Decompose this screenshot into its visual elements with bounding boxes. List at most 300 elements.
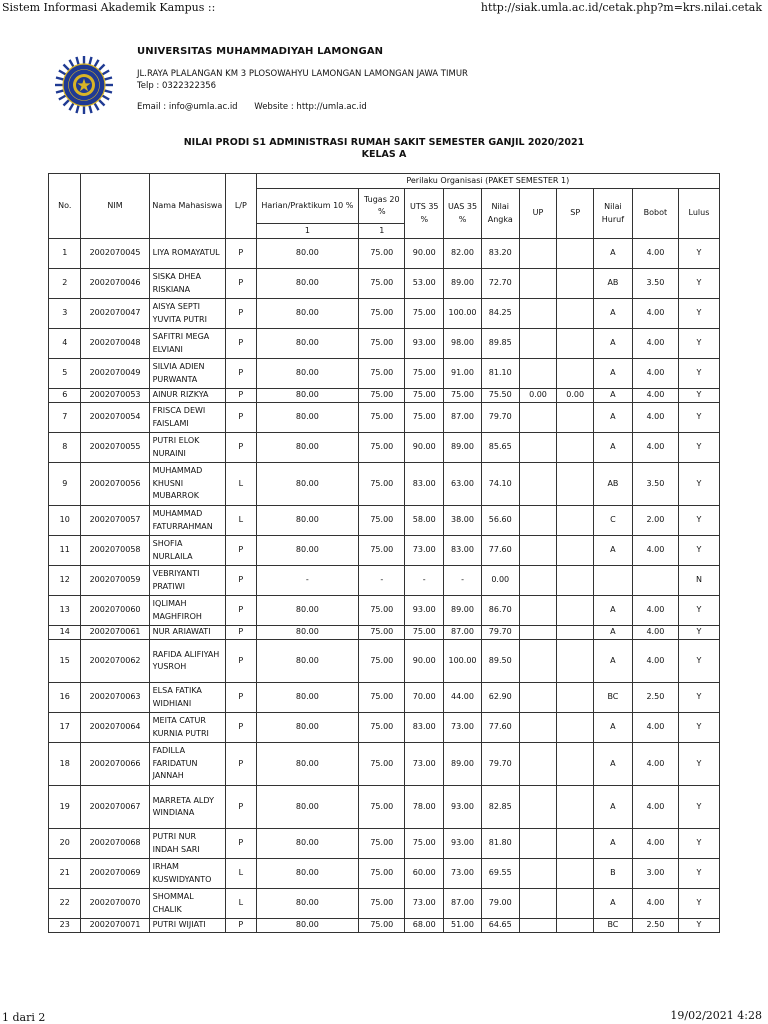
cell-harian: 80.00 — [256, 596, 359, 626]
cell-uts: 83.00 — [405, 463, 444, 506]
cell-lulus: Y — [678, 403, 719, 433]
cell-name: FADILLA FARIDATUN JANNAH — [149, 743, 226, 786]
cell-uts: 93.00 — [405, 596, 444, 626]
cell-sp — [557, 626, 594, 640]
cell-lulus: Y — [678, 536, 719, 566]
table-row — [49, 743, 720, 786]
cell-sp — [557, 596, 594, 626]
cell-bobot: 4.00 — [632, 829, 678, 859]
table-row — [49, 640, 720, 683]
table-row — [49, 239, 720, 269]
col-header-tugas-count: 1 — [359, 224, 405, 239]
cell-tugas: 75.00 — [359, 269, 405, 299]
cell-no: 16 — [49, 683, 81, 713]
cell-lp: P — [226, 596, 256, 626]
cell-huruf: A — [594, 389, 633, 403]
cell-sp — [557, 640, 594, 683]
cell-nim: 2002070061 — [81, 626, 149, 640]
cell-sp — [557, 786, 594, 829]
cell-uts: 60.00 — [405, 859, 444, 889]
cell-lp: P — [226, 403, 256, 433]
cell-lp: P — [226, 713, 256, 743]
cell-tugas: 75.00 — [359, 713, 405, 743]
cell-lulus: Y — [678, 743, 719, 786]
cell-name: SISKA DHEA RISKIANA — [149, 269, 226, 299]
cell-harian: 80.00 — [256, 403, 359, 433]
cell-up: 0.00 — [519, 389, 557, 403]
cell-no: 2 — [49, 269, 81, 299]
cell-harian: 80.00 — [256, 919, 359, 933]
cell-name: IRHAM KUSWIDYANTO — [149, 859, 226, 889]
cell-bobot: 4.00 — [632, 626, 678, 640]
cell-sp — [557, 506, 594, 536]
cell-nim: 2002070057 — [81, 506, 149, 536]
cell-uts: 73.00 — [405, 536, 444, 566]
cell-name: SHOMMAL CHALIK — [149, 889, 226, 919]
cell-tugas: 75.00 — [359, 919, 405, 933]
course-group-header: Perilaku Organisasi (PAKET SEMESTER 1) — [256, 174, 719, 189]
cell-name: FRISCA DEWI FAISLAMI — [149, 403, 226, 433]
cell-tugas: 75.00 — [359, 389, 405, 403]
cell-name: ELSA FATIKA WIDHIANI — [149, 683, 226, 713]
cell-lulus: Y — [678, 433, 719, 463]
cell-name: PUTRI NUR INDAH SARI — [149, 829, 226, 859]
cell-lp: P — [226, 640, 256, 683]
table-row — [49, 329, 720, 359]
cell-tugas: 75.00 — [359, 239, 405, 269]
cell-lp: L — [226, 889, 256, 919]
cell-up — [519, 463, 557, 506]
cell-lulus: Y — [678, 713, 719, 743]
cell-bobot: 4.00 — [632, 433, 678, 463]
cell-tugas: 75.00 — [359, 433, 405, 463]
cell-uas: 44.00 — [444, 683, 482, 713]
cell-angka: 89.50 — [481, 640, 519, 683]
cell-angka: 74.10 — [481, 463, 519, 506]
col-header-uas: UAS 35 % — [444, 189, 482, 239]
cell-lulus: Y — [678, 329, 719, 359]
cell-lulus: Y — [678, 829, 719, 859]
cell-no: 12 — [49, 566, 81, 596]
cell-nim: 2002070046 — [81, 269, 149, 299]
cell-uas: 93.00 — [444, 786, 482, 829]
cell-tugas: 75.00 — [359, 626, 405, 640]
cell-lulus: Y — [678, 359, 719, 389]
cell-lp: P — [226, 743, 256, 786]
cell-tugas: 75.00 — [359, 299, 405, 329]
cell-name: RAFIDA ALIFIYAH YUSROH — [149, 640, 226, 683]
cell-tugas: 75.00 — [359, 829, 405, 859]
cell-bobot: 4.00 — [632, 889, 678, 919]
cell-harian: 80.00 — [256, 329, 359, 359]
cell-lulus: Y — [678, 269, 719, 299]
cell-huruf: A — [594, 433, 633, 463]
cell-uas: 100.00 — [444, 640, 482, 683]
cell-nim: 2002070071 — [81, 919, 149, 933]
table-row — [49, 919, 720, 933]
cell-sp — [557, 683, 594, 713]
cell-lp: P — [226, 919, 256, 933]
cell-up — [519, 329, 557, 359]
cell-lp: P — [226, 786, 256, 829]
cell-bobot: 4.00 — [632, 536, 678, 566]
cell-huruf: AB — [594, 463, 633, 506]
cell-no: 17 — [49, 713, 81, 743]
cell-bobot: 4.00 — [632, 596, 678, 626]
cell-uas: 89.00 — [444, 596, 482, 626]
cell-uas: 51.00 — [444, 919, 482, 933]
table-row — [49, 506, 720, 536]
cell-uts: 75.00 — [405, 403, 444, 433]
cell-name: VEBRIYANTI PRATIWI — [149, 566, 226, 596]
cell-huruf: A — [594, 640, 633, 683]
cell-nim: 2002070064 — [81, 713, 149, 743]
cell-lp: L — [226, 859, 256, 889]
institution-header — [137, 46, 468, 113]
cell-no: 14 — [49, 626, 81, 640]
cell-tugas: 75.00 — [359, 786, 405, 829]
print-footer-datetime: 19/02/2021 4:28 — [670, 1009, 762, 1022]
cell-bobot: 4.00 — [632, 713, 678, 743]
cell-up — [519, 786, 557, 829]
cell-angka: 79.70 — [481, 403, 519, 433]
cell-uas: 87.00 — [444, 626, 482, 640]
cell-lulus: Y — [678, 299, 719, 329]
cell-bobot: 4.00 — [632, 329, 678, 359]
cell-lulus: Y — [678, 463, 719, 506]
table-row — [49, 299, 720, 329]
cell-sp — [557, 743, 594, 786]
table-row — [49, 683, 720, 713]
cell-sp — [557, 829, 594, 859]
cell-lulus: Y — [678, 919, 719, 933]
cell-up — [519, 359, 557, 389]
table-row — [49, 269, 720, 299]
cell-tugas: 75.00 — [359, 403, 405, 433]
cell-angka: 79.70 — [481, 743, 519, 786]
cell-uts: 90.00 — [405, 640, 444, 683]
cell-harian: 80.00 — [256, 506, 359, 536]
cell-uas: 87.00 — [444, 889, 482, 919]
cell-up — [519, 919, 557, 933]
cell-uts: 70.00 — [405, 683, 444, 713]
cell-nim: 2002070066 — [81, 743, 149, 786]
cell-nim: 2002070058 — [81, 536, 149, 566]
cell-nim: 2002070069 — [81, 859, 149, 889]
cell-lp: P — [226, 299, 256, 329]
cell-nim: 2002070045 — [81, 239, 149, 269]
cell-tugas: 75.00 — [359, 889, 405, 919]
cell-lulus: Y — [678, 389, 719, 403]
cell-uas: 93.00 — [444, 829, 482, 859]
cell-harian: 80.00 — [256, 786, 359, 829]
cell-harian: 80.00 — [256, 239, 359, 269]
cell-bobot: 2.00 — [632, 506, 678, 536]
cell-huruf: A — [594, 329, 633, 359]
report-class: KELAS A — [361, 149, 407, 160]
cell-lulus: Y — [678, 506, 719, 536]
cell-harian: 80.00 — [256, 299, 359, 329]
cell-uts: 75.00 — [405, 359, 444, 389]
print-footer-page: 1 dari 2 — [2, 1011, 46, 1024]
report-title: NILAI PRODI S1 ADMINISTRASI RUMAH SAKIT SEMESTER GANJIL 2020/2021 — [183, 137, 585, 148]
cell-nim: 2002070047 — [81, 299, 149, 329]
cell-no: 8 — [49, 433, 81, 463]
cell-up — [519, 506, 557, 536]
cell-no: 7 — [49, 403, 81, 433]
cell-angka: 81.10 — [481, 359, 519, 389]
cell-lp: P — [226, 329, 256, 359]
cell-no: 13 — [49, 596, 81, 626]
cell-lp: L — [226, 463, 256, 506]
cell-no: 23 — [49, 919, 81, 933]
cell-lulus: Y — [678, 626, 719, 640]
cell-harian: - — [256, 566, 359, 596]
cell-angka: 86.70 — [481, 596, 519, 626]
cell-lp: P — [226, 829, 256, 859]
cell-tugas: 75.00 — [359, 506, 405, 536]
cell-nim: 2002070054 — [81, 403, 149, 433]
cell-no: 21 — [49, 859, 81, 889]
cell-huruf: A — [594, 596, 633, 626]
cell-nim: 2002070060 — [81, 596, 149, 626]
col-header-up: UP — [519, 189, 557, 239]
cell-no: 6 — [49, 389, 81, 403]
cell-tugas: 75.00 — [359, 743, 405, 786]
cell-harian: 80.00 — [256, 640, 359, 683]
cell-harian: 80.00 — [256, 829, 359, 859]
institution-contact — [137, 101, 468, 113]
cell-up — [519, 269, 557, 299]
cell-huruf: BC — [594, 683, 633, 713]
cell-harian: 80.00 — [256, 743, 359, 786]
cell-nim: 2002070063 — [81, 683, 149, 713]
cell-huruf: A — [594, 713, 633, 743]
cell-tugas: 75.00 — [359, 683, 405, 713]
cell-huruf: B — [594, 859, 633, 889]
cell-lp: P — [226, 239, 256, 269]
cell-lulus: Y — [678, 640, 719, 683]
cell-uas: 73.00 — [444, 713, 482, 743]
cell-name: AINUR RIZKYA — [149, 389, 226, 403]
cell-angka: 77.60 — [481, 536, 519, 566]
cell-sp — [557, 433, 594, 463]
cell-bobot: 3.50 — [632, 269, 678, 299]
cell-angka: 62.90 — [481, 683, 519, 713]
cell-uts: 58.00 — [405, 506, 444, 536]
cell-uts: 90.00 — [405, 433, 444, 463]
cell-sp — [557, 536, 594, 566]
cell-name: NUR ARIAWATI — [149, 626, 226, 640]
cell-sp — [557, 463, 594, 506]
cell-nim: 2002070062 — [81, 640, 149, 683]
cell-lp: P — [226, 389, 256, 403]
cell-sp — [557, 919, 594, 933]
cell-lulus: Y — [678, 786, 719, 829]
cell-angka: 64.65 — [481, 919, 519, 933]
institution-address: JL.RAYA PLALANGAN KM 3 PLOSOWAHYU LAMONGAN LAMONGAN JAWA TIMUR — [137, 69, 468, 79]
cell-no: 9 — [49, 463, 81, 506]
cell-angka: 85.65 — [481, 433, 519, 463]
cell-nim: 2002070049 — [81, 359, 149, 389]
cell-lulus: Y — [678, 683, 719, 713]
institution-phone: Telp : 0322322356 — [137, 81, 217, 91]
cell-huruf: BC — [594, 919, 633, 933]
col-header-no: No. — [49, 174, 81, 239]
cell-up — [519, 239, 557, 269]
cell-name: PUTRI ELOK NURAINI — [149, 433, 226, 463]
table-row — [49, 859, 720, 889]
cell-angka: 56.60 — [481, 506, 519, 536]
cell-uts: 53.00 — [405, 269, 444, 299]
cell-uts: 75.00 — [405, 389, 444, 403]
cell-up — [519, 683, 557, 713]
cell-uas: 83.00 — [444, 536, 482, 566]
col-header-name: Nama Mahasiswa — [149, 174, 226, 239]
cell-nim: 2002070059 — [81, 566, 149, 596]
cell-huruf: A — [594, 359, 633, 389]
cell-lp: P — [226, 359, 256, 389]
cell-no: 11 — [49, 536, 81, 566]
cell-huruf: A — [594, 889, 633, 919]
cell-up — [519, 566, 557, 596]
cell-up — [519, 403, 557, 433]
cell-sp — [557, 329, 594, 359]
cell-angka: 84.25 — [481, 299, 519, 329]
table-row — [49, 829, 720, 859]
cell-angka: 69.55 — [481, 859, 519, 889]
cell-huruf: A — [594, 299, 633, 329]
cell-huruf: A — [594, 829, 633, 859]
col-header-bobot: Bobot — [632, 189, 678, 239]
cell-harian: 80.00 — [256, 626, 359, 640]
cell-lp: P — [226, 269, 256, 299]
table-row — [49, 626, 720, 640]
print-header-title: Sistem Informasi Akademik Kampus :: — [2, 1, 216, 14]
cell-up — [519, 596, 557, 626]
cell-bobot: 4.00 — [632, 640, 678, 683]
cell-angka: 79.00 — [481, 889, 519, 919]
cell-huruf: C — [594, 506, 633, 536]
cell-uts: 75.00 — [405, 626, 444, 640]
cell-name: LIYA ROMAYATUL — [149, 239, 226, 269]
cell-uas: 91.00 — [444, 359, 482, 389]
cell-lp: P — [226, 566, 256, 596]
col-header-nilai-huruf: Nilai Huruf — [594, 189, 633, 239]
cell-harian: 80.00 — [256, 433, 359, 463]
cell-bobot — [632, 566, 678, 596]
cell-sp — [557, 239, 594, 269]
cell-bobot: 2.50 — [632, 919, 678, 933]
cell-name: PUTRI WIJIATI — [149, 919, 226, 933]
cell-lp: P — [226, 626, 256, 640]
cell-up — [519, 536, 557, 566]
cell-bobot: 4.00 — [632, 743, 678, 786]
cell-huruf: AB — [594, 269, 633, 299]
table-row — [49, 359, 720, 389]
cell-name: AISYA SEPTI YUVITA PUTRI — [149, 299, 226, 329]
institution-website: Website : http://umla.ac.id — [254, 102, 367, 112]
cell-uas: 38.00 — [444, 506, 482, 536]
cell-harian: 80.00 — [256, 713, 359, 743]
cell-tugas: 75.00 — [359, 596, 405, 626]
table-row — [49, 433, 720, 463]
cell-huruf: A — [594, 626, 633, 640]
cell-tugas: 75.00 — [359, 640, 405, 683]
col-header-nilai-angka: Nilai Angka — [481, 189, 519, 239]
cell-name: SAFITRI MEGA ELVIANI — [149, 329, 226, 359]
cell-lp: P — [226, 683, 256, 713]
cell-lp: P — [226, 536, 256, 566]
table-row — [49, 389, 720, 403]
cell-no: 10 — [49, 506, 81, 536]
cell-angka: 83.20 — [481, 239, 519, 269]
cell-lulus: Y — [678, 889, 719, 919]
cell-up — [519, 433, 557, 463]
cell-uas: 87.00 — [444, 403, 482, 433]
col-header-harian-count: 1 — [256, 224, 359, 239]
cell-lulus: Y — [678, 596, 719, 626]
cell-uas: 89.00 — [444, 743, 482, 786]
cell-uts: 75.00 — [405, 299, 444, 329]
cell-uts: - — [405, 566, 444, 596]
table-row — [49, 713, 720, 743]
cell-nim: 2002070048 — [81, 329, 149, 359]
cell-lp: L — [226, 506, 256, 536]
cell-harian: 80.00 — [256, 269, 359, 299]
cell-uas: 73.00 — [444, 859, 482, 889]
cell-sp — [557, 299, 594, 329]
cell-uts: 90.00 — [405, 239, 444, 269]
cell-bobot: 4.00 — [632, 299, 678, 329]
cell-tugas: - — [359, 566, 405, 596]
cell-nim: 2002070056 — [81, 463, 149, 506]
col-header-uts: UTS 35 % — [405, 189, 444, 239]
col-header-sp: SP — [557, 189, 594, 239]
col-header-nim: NIM — [81, 174, 149, 239]
table-row — [49, 786, 720, 829]
cell-sp — [557, 269, 594, 299]
cell-harian: 80.00 — [256, 536, 359, 566]
cell-harian: 80.00 — [256, 859, 359, 889]
cell-sp — [557, 713, 594, 743]
cell-uas: 100.00 — [444, 299, 482, 329]
cell-angka: 0.00 — [481, 566, 519, 596]
cell-uts: 73.00 — [405, 889, 444, 919]
cell-uas: 89.00 — [444, 433, 482, 463]
grades-table — [48, 173, 720, 933]
cell-uas: 98.00 — [444, 329, 482, 359]
table-row — [49, 403, 720, 433]
cell-angka: 75.50 — [481, 389, 519, 403]
cell-name: IQLIMAH MAGHFIROH — [149, 596, 226, 626]
cell-harian: 80.00 — [256, 889, 359, 919]
cell-no: 5 — [49, 359, 81, 389]
cell-name: SILVIA ADIEN PURWANTA — [149, 359, 226, 389]
cell-tugas: 75.00 — [359, 463, 405, 506]
cell-no: 3 — [49, 299, 81, 329]
col-header-lulus: Lulus — [678, 189, 719, 239]
cell-bobot: 4.00 — [632, 359, 678, 389]
cell-up — [519, 743, 557, 786]
cell-name: MARRETA ALDY WINDIANA — [149, 786, 226, 829]
cell-nim: 2002070053 — [81, 389, 149, 403]
table-row — [49, 463, 720, 506]
cell-no: 15 — [49, 640, 81, 683]
cell-no: 1 — [49, 239, 81, 269]
cell-sp — [557, 859, 594, 889]
cell-no: 22 — [49, 889, 81, 919]
